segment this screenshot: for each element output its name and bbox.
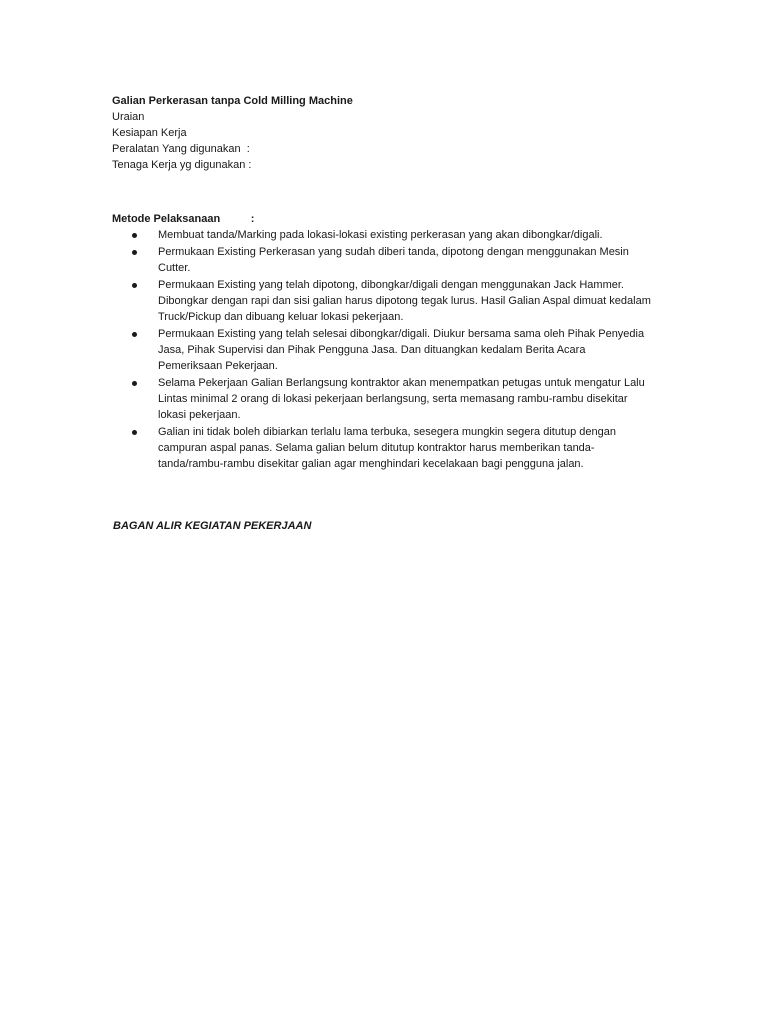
bullet-text: Galian ini tidak boleh dibiarkan terlalu lama terbuka, sesegera mungkin segera ditutup dengan campuran aspal panas. Selama galian belum ditutup kontraktor harus memberikan tanda-tanda/rambu-rambu disekitar galian agar menghindari kecelakaan bagi pengguna jalan. <box>158 426 617 470</box>
bullet-text: Permukaan Existing Perkerasan yang sudah diberi tanda, dipotong dengan menggunakan Mesin Cutter. <box>158 246 629 274</box>
document-body <box>112 93 652 534</box>
list-item <box>112 375 652 423</box>
bullet-text: Permukaan Existing yang telah dipotong, dibongkar/digali dengan menggunakan Jack Hammer. Dibongkar dengan rapi dan sisi galian harus dipotong tegak lurus. Hasil Galian Aspal dimuat kedalam Truck/Pickup dan dibuang keluar lokasi pekerjaan. <box>158 279 651 323</box>
document-title: Galian Perkerasan tanpa Cold Milling Machine <box>112 95 353 107</box>
flow-chart-heading: BAGAN ALIR KEGIATAN PEKERJAAN <box>113 520 312 532</box>
bullet-icon <box>132 233 137 238</box>
method-bullet-list <box>112 227 652 472</box>
bullet-text: Membuat tanda/Marking pada lokasi-lokasi existing perkerasan yang akan dibongkar/digali. <box>158 229 603 241</box>
list-item <box>112 277 652 325</box>
bullet-text: Selama Pekerjaan Galian Berlangsung kontraktor akan menempatkan petugas untuk mengatur Lalu Lintas minimal 2 orang di lokasi pekerjaan berlangsung, serta memasang rambu-rambu disekitar lokasi pekerjaan. <box>158 377 645 421</box>
bullet-text: Permukaan Existing yang telah selesai dibongkar/digali. Diukur bersama sama oleh Pihak Penyedia Jasa, Pihak Supervisi dan Pihak Pengguna Jasa. Dan dituangkan kedalam Berita Acara Pemeriksaan Pekerjaan. <box>158 328 645 372</box>
bullet-icon <box>132 430 137 435</box>
line-uraian: Uraian <box>112 111 145 123</box>
list-item <box>112 326 652 374</box>
method-heading: Metode Pelaksanaan : <box>112 213 255 225</box>
list-item <box>112 227 652 243</box>
line-kesiapan-kerja: Kesiapan Kerja <box>112 127 187 139</box>
list-item <box>112 244 652 276</box>
line-peralatan: Peralatan Yang digunakan : <box>112 143 250 155</box>
line-tenaga-kerja: Tenaga Kerja yg digunakan : <box>112 159 252 171</box>
bullet-icon <box>132 381 137 386</box>
list-item <box>112 424 652 472</box>
bullet-icon <box>132 332 137 337</box>
bullet-icon <box>132 283 137 288</box>
bullet-icon <box>132 250 137 255</box>
